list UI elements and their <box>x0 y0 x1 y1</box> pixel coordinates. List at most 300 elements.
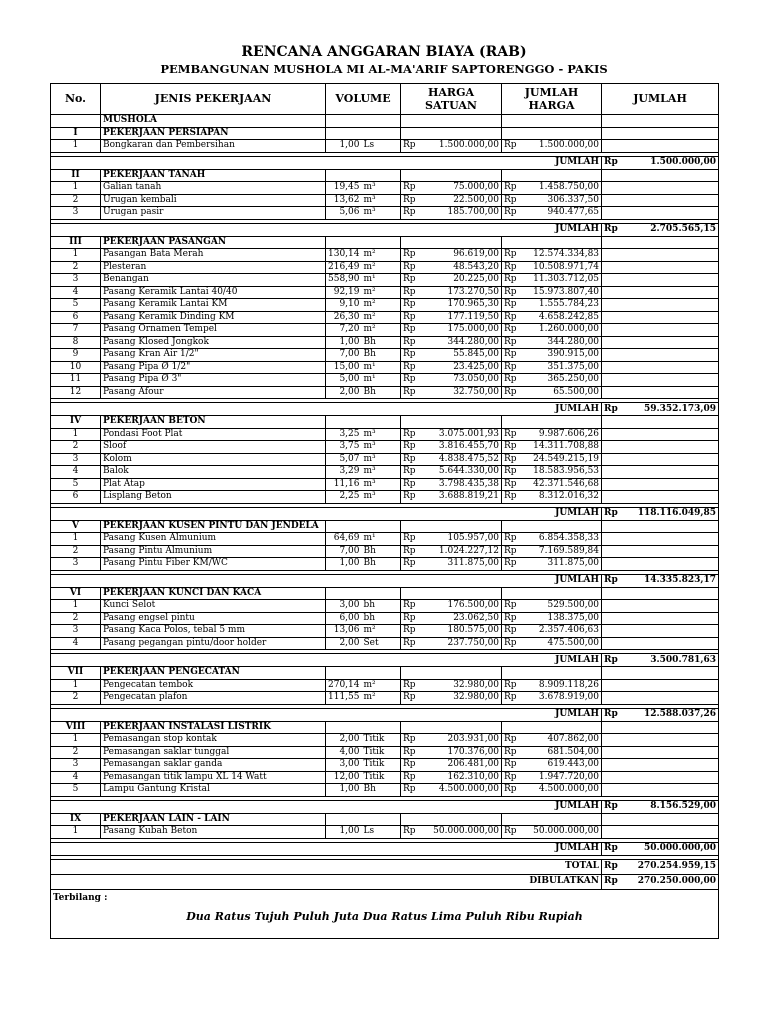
table-row <box>51 207 719 220</box>
section-title: PEKERJAAN TANAH <box>101 169 326 182</box>
item-number: 8 <box>51 336 101 349</box>
item-name: Benangan <box>101 274 326 287</box>
empty-cell <box>362 236 401 249</box>
empty-cell <box>502 520 522 533</box>
table-row <box>51 324 719 337</box>
item-total-price: 475.500,00 <box>522 637 602 650</box>
currency-label: Rp <box>502 361 522 374</box>
currency-label: Rp <box>401 746 421 759</box>
empty-cell <box>421 416 502 429</box>
currency-label: Rp <box>401 349 421 362</box>
subtotal-label: JUMLAH <box>51 223 602 236</box>
item-number: 1 <box>51 533 101 546</box>
empty-cell <box>522 520 602 533</box>
empty-cell <box>602 182 622 195</box>
currency-label: Rp <box>502 784 522 797</box>
table-row <box>51 600 719 613</box>
item-number: 1 <box>51 734 101 747</box>
column-header-harga-satuan: HARGA SATUAN <box>401 84 502 115</box>
item-number: 3 <box>51 759 101 772</box>
item-unit: Bh <box>362 349 401 362</box>
empty-cell <box>502 169 522 182</box>
empty-cell <box>622 249 719 262</box>
item-number: 2 <box>51 746 101 759</box>
currency-label: Rp <box>502 336 522 349</box>
item-unit: Titik <box>362 759 401 772</box>
column-header-no: No. <box>51 84 101 115</box>
currency-label: Rp <box>401 207 421 220</box>
item-volume: 11,16 <box>326 478 362 491</box>
item-number: 2 <box>51 194 101 207</box>
section-title: PEKERJAAN PENGECATAN <box>101 667 326 680</box>
empty-cell <box>602 441 622 454</box>
item-unit: Titik <box>362 734 401 747</box>
item-unit-price: 4.500.000,00 <box>421 784 502 797</box>
currency-label: Rp <box>602 874 622 889</box>
subtotal-value: 59.352.173,09 <box>622 403 719 416</box>
column-header-volume: VOLUME <box>326 84 401 115</box>
item-total-price: 50.000.000,00 <box>522 826 602 839</box>
empty-cell <box>362 813 401 826</box>
table-row <box>51 286 719 299</box>
empty-cell <box>622 826 719 839</box>
empty-cell <box>326 813 362 826</box>
item-number: 2 <box>51 441 101 454</box>
item-unit-price: 32.750,00 <box>421 386 502 399</box>
item-unit: m³ <box>362 441 401 454</box>
currency-label: Rp <box>502 533 522 546</box>
item-number: 4 <box>51 637 101 650</box>
empty-cell <box>602 361 622 374</box>
currency-label: Rp <box>401 374 421 387</box>
empty-cell <box>522 236 602 249</box>
empty-cell <box>622 261 719 274</box>
item-volume: 3,25 <box>326 428 362 441</box>
item-unit: m² <box>362 261 401 274</box>
currency-label: Rp <box>401 558 421 571</box>
currency-label: Rp <box>502 311 522 324</box>
empty-cell <box>602 813 622 826</box>
currency-label: Rp <box>401 734 421 747</box>
item-number: 4 <box>51 466 101 479</box>
terbilang-text: Dua Ratus Tujuh Puluh Juta Dua Ratus Lima Puluh Ribu Rupiah <box>186 909 583 923</box>
empty-cell <box>602 453 622 466</box>
item-volume: 7,20 <box>326 324 362 337</box>
empty-cell <box>622 127 719 140</box>
empty-cell <box>602 428 622 441</box>
table-row <box>51 336 719 349</box>
empty-cell <box>622 236 719 249</box>
table-row <box>51 374 719 387</box>
item-unit-price: 1.024.227,12 <box>421 545 502 558</box>
section-number: VIII <box>51 721 101 734</box>
empty-cell <box>522 127 602 140</box>
section-header-row <box>51 169 719 182</box>
item-name: Pasang Pipa Ø 1/2" <box>101 361 326 374</box>
subtotal-label: JUMLAH <box>51 842 602 855</box>
item-total-price: 42.371.546,68 <box>522 478 602 491</box>
currency-label: Rp <box>602 859 622 874</box>
table-row <box>51 558 719 571</box>
empty-cell <box>622 374 719 387</box>
item-name: Pasang Afour <box>101 386 326 399</box>
item-unit: m³ <box>362 491 401 504</box>
item-name: Pemasangan titik lampu XL 14 Watt <box>101 771 326 784</box>
empty-cell <box>326 587 362 600</box>
currency-label: Rp <box>401 386 421 399</box>
table-row <box>51 249 719 262</box>
empty-cell <box>602 600 622 613</box>
item-total-price: 390.915,00 <box>522 349 602 362</box>
currency-label: Rp <box>401 478 421 491</box>
item-total-price: 6.854.358,33 <box>522 533 602 546</box>
subtotal-label: JUMLAH <box>51 654 602 667</box>
item-number: 4 <box>51 771 101 784</box>
item-unit: m² <box>362 324 401 337</box>
currency-label: Rp <box>401 466 421 479</box>
empty-cell <box>622 169 719 182</box>
currency-label: Rp <box>401 453 421 466</box>
item-total-price: 4.500.000,00 <box>522 784 602 797</box>
currency-label: Rp <box>602 156 622 169</box>
item-unit: m³ <box>362 478 401 491</box>
item-name: Pasang Kran Air 1/2" <box>101 349 326 362</box>
item-unit-price: 237.750,00 <box>421 637 502 650</box>
currency-label: Rp <box>502 194 522 207</box>
item-name: Pasang Ornamen Tempel <box>101 324 326 337</box>
item-number: 2 <box>51 261 101 274</box>
currency-label: Rp <box>502 491 522 504</box>
terbilang-row <box>51 889 719 938</box>
currency-label: Rp <box>502 625 522 638</box>
empty-cell <box>401 721 421 734</box>
empty-cell <box>622 207 719 220</box>
item-unit-price: 311.875,00 <box>421 558 502 571</box>
rounded-row <box>51 874 719 889</box>
empty-cell <box>602 746 622 759</box>
empty-cell <box>602 336 622 349</box>
empty-cell <box>602 545 622 558</box>
item-name: Pasang Kaca Polos, tebal 5 mm <box>101 625 326 638</box>
item-unit-price: 105.957,00 <box>421 533 502 546</box>
empty-cell <box>401 236 421 249</box>
item-name: Pasang Klosed Jongkok <box>101 336 326 349</box>
item-number: 1 <box>51 182 101 195</box>
item-unit-price: 3.816.455,70 <box>421 441 502 454</box>
item-total-price: 10.508.971,74 <box>522 261 602 274</box>
table-row <box>51 734 719 747</box>
empty-cell <box>622 478 719 491</box>
currency-label: Rp <box>502 274 522 287</box>
currency-label: Rp <box>401 612 421 625</box>
item-name: Kolom <box>101 453 326 466</box>
item-name: Lampu Gantung Kristal <box>101 784 326 797</box>
currency-label: Rp <box>401 625 421 638</box>
currency-label: Rp <box>602 708 622 721</box>
subtotal-value: 12.588.037,26 <box>622 708 719 721</box>
empty-cell <box>502 721 522 734</box>
empty-cell <box>602 286 622 299</box>
currency-label: Rp <box>401 182 421 195</box>
item-name: Pondasi Foot Plat <box>101 428 326 441</box>
item-volume: 1,00 <box>326 826 362 839</box>
section-number: I <box>51 127 101 140</box>
item-total-price: 12.574.334,83 <box>522 249 602 262</box>
empty-cell <box>421 587 502 600</box>
currency-label: Rp <box>401 361 421 374</box>
table-row <box>51 182 719 195</box>
item-unit: m² <box>362 625 401 638</box>
item-name: Balok <box>101 466 326 479</box>
item-total-price: 65.500,00 <box>522 386 602 399</box>
currency-label: Rp <box>502 771 522 784</box>
currency-label: Rp <box>502 249 522 262</box>
empty-cell <box>362 127 401 140</box>
currency-label: Rp <box>502 286 522 299</box>
item-name: Pasang engsel pintu <box>101 612 326 625</box>
item-volume: 1,00 <box>326 336 362 349</box>
empty-cell <box>401 127 421 140</box>
table-row <box>51 771 719 784</box>
table-row <box>51 692 719 705</box>
section-number: II <box>51 169 101 182</box>
section-number: VII <box>51 667 101 680</box>
currency-label: Rp <box>401 679 421 692</box>
item-name: Pasangan Bata Merah <box>101 249 326 262</box>
table-row <box>51 491 719 504</box>
item-unit: Bh <box>362 784 401 797</box>
currency-label: Rp <box>502 692 522 705</box>
empty-cell <box>622 324 719 337</box>
item-number: 1 <box>51 249 101 262</box>
item-number: 10 <box>51 361 101 374</box>
empty-cell <box>362 587 401 600</box>
item-volume: 2,25 <box>326 491 362 504</box>
empty-cell <box>602 169 622 182</box>
item-volume: 26,30 <box>326 311 362 324</box>
item-volume: 5,00 <box>326 374 362 387</box>
currency-label: Rp <box>502 182 522 195</box>
currency-label: Rp <box>502 453 522 466</box>
project-label: MUSHOLA <box>101 115 326 128</box>
section-number: III <box>51 236 101 249</box>
item-unit: Bh <box>362 558 401 571</box>
empty-cell <box>622 771 719 784</box>
section-header-row <box>51 721 719 734</box>
empty-cell <box>622 194 719 207</box>
empty-cell <box>362 169 401 182</box>
empty-cell <box>401 520 421 533</box>
empty-cell <box>622 600 719 613</box>
currency-label: Rp <box>401 311 421 324</box>
item-name: Urugan pasir <box>101 207 326 220</box>
item-name: Plat Atap <box>101 478 326 491</box>
item-volume: 1,00 <box>326 140 362 153</box>
item-number: 9 <box>51 349 101 362</box>
subtotal-row <box>51 654 719 667</box>
empty-cell <box>602 466 622 479</box>
item-number: 2 <box>51 612 101 625</box>
empty-cell <box>522 169 602 182</box>
item-unit: Bh <box>362 336 401 349</box>
section-title: PEKERJAAN PERSIAPAN <box>101 127 326 140</box>
subtotal-row <box>51 507 719 520</box>
empty-cell <box>421 667 502 680</box>
item-unit-price: 32.980,00 <box>421 692 502 705</box>
currency-label: Rp <box>401 249 421 262</box>
subtotal-value: 14.335.823,17 <box>622 574 719 587</box>
empty-cell <box>622 746 719 759</box>
subtotal-row <box>51 842 719 855</box>
item-total-price: 18.583.956,53 <box>522 466 602 479</box>
empty-cell <box>326 236 362 249</box>
item-name: Pasang Pintu Fiber KM/WC <box>101 558 326 571</box>
currency-label: Rp <box>502 545 522 558</box>
empty-cell <box>421 721 502 734</box>
empty-cell <box>622 349 719 362</box>
item-unit-price: 185.700,00 <box>421 207 502 220</box>
item-unit-price: 344.280,00 <box>421 336 502 349</box>
empty-cell <box>622 533 719 546</box>
item-volume: 4,00 <box>326 746 362 759</box>
currency-label: Rp <box>401 428 421 441</box>
table-row <box>51 299 719 312</box>
item-unit: Set <box>362 637 401 650</box>
currency-label: Rp <box>502 600 522 613</box>
item-unit: Bh <box>362 386 401 399</box>
currency-label: Rp <box>602 403 622 416</box>
empty-cell <box>622 813 719 826</box>
currency-label: Rp <box>401 533 421 546</box>
table-row <box>51 428 719 441</box>
subtotal-label: JUMLAH <box>51 708 602 721</box>
subtotal-label: JUMLAH <box>51 156 602 169</box>
item-total-price: 7.169.589,84 <box>522 545 602 558</box>
empty-cell <box>401 169 421 182</box>
currency-label: Rp <box>502 140 522 153</box>
item-total-price: 365.250,00 <box>522 374 602 387</box>
item-number: 6 <box>51 491 101 504</box>
table-row <box>51 274 719 287</box>
empty-cell <box>421 236 502 249</box>
table-row <box>51 478 719 491</box>
empty-cell <box>602 140 622 153</box>
section-header-row <box>51 813 719 826</box>
item-volume: 130,14 <box>326 249 362 262</box>
empty-cell <box>622 520 719 533</box>
empty-cell <box>622 558 719 571</box>
currency-label: Rp <box>401 826 421 839</box>
currency-label: Rp <box>401 261 421 274</box>
empty-cell <box>622 679 719 692</box>
empty-cell <box>522 416 602 429</box>
table-row <box>51 746 719 759</box>
empty-cell <box>622 428 719 441</box>
table-row <box>51 466 719 479</box>
item-unit: m² <box>362 692 401 705</box>
item-total-price: 24.549.215,19 <box>522 453 602 466</box>
subtotal-label: JUMLAH <box>51 403 602 416</box>
currency-label: Rp <box>401 274 421 287</box>
empty-cell <box>602 416 622 429</box>
item-name: Pasang Keramik Dinding KM <box>101 311 326 324</box>
currency-label: Rp <box>502 466 522 479</box>
currency-label: Rp <box>401 336 421 349</box>
currency-label: Rp <box>502 374 522 387</box>
currency-label: Rp <box>502 207 522 220</box>
item-name: Pasang pegangan pintu/door holder <box>101 637 326 650</box>
table-row <box>51 441 719 454</box>
section-title: PEKERJAAN PASANGAN <box>101 236 326 249</box>
item-unit: m³ <box>362 453 401 466</box>
item-number: 5 <box>51 299 101 312</box>
item-number: 3 <box>51 558 101 571</box>
empty-cell <box>522 721 602 734</box>
item-unit: Titik <box>362 771 401 784</box>
item-name: Pasang Keramik Lantai 40/40 <box>101 286 326 299</box>
table-row <box>51 194 719 207</box>
empty-cell <box>502 587 522 600</box>
empty-cell <box>602 311 622 324</box>
empty-cell <box>522 813 602 826</box>
item-unit-price: 177.119,50 <box>421 311 502 324</box>
empty-cell <box>622 667 719 680</box>
currency-label: Rp <box>502 478 522 491</box>
empty-cell <box>602 386 622 399</box>
currency-label: Rp <box>502 612 522 625</box>
empty-cell <box>622 361 719 374</box>
item-name: Sloof <box>101 441 326 454</box>
item-number: 2 <box>51 692 101 705</box>
item-volume: 111,55 <box>326 692 362 705</box>
item-total-price: 2.357.406,63 <box>522 625 602 638</box>
column-header-jumlah-harga: JUMLAH HARGA <box>502 84 602 115</box>
item-total-price: 1.947.720,00 <box>522 771 602 784</box>
item-unit: m³ <box>362 207 401 220</box>
section-number: IV <box>51 416 101 429</box>
section-number: IX <box>51 813 101 826</box>
empty-cell <box>622 286 719 299</box>
item-number: 3 <box>51 207 101 220</box>
item-name: Pemasangan stop kontak <box>101 734 326 747</box>
item-volume: 15,00 <box>326 361 362 374</box>
table-row <box>51 679 719 692</box>
empty-cell <box>602 679 622 692</box>
item-volume: 64,69 <box>326 533 362 546</box>
item-name: Pasang Pipa Ø 3" <box>101 374 326 387</box>
empty-cell <box>362 721 401 734</box>
item-volume: 3,75 <box>326 441 362 454</box>
empty-cell <box>362 416 401 429</box>
item-name: Pengecatan plafon <box>101 692 326 705</box>
table-row <box>51 386 719 399</box>
empty-cell <box>326 416 362 429</box>
empty-cell <box>602 692 622 705</box>
rab-table-body <box>51 115 719 860</box>
empty-cell <box>522 667 602 680</box>
empty-cell <box>602 261 622 274</box>
item-number: 1 <box>51 428 101 441</box>
item-unit-price: 75.000,00 <box>421 182 502 195</box>
empty-cell <box>602 349 622 362</box>
item-unit-price: 32.980,00 <box>421 679 502 692</box>
empty-cell <box>502 813 522 826</box>
item-name: Urugan kembali <box>101 194 326 207</box>
section-title: PEKERJAAN LAIN - LAIN <box>101 813 326 826</box>
item-unit-price: 162.310,00 <box>421 771 502 784</box>
item-total-price: 1.500.000,00 <box>522 140 602 153</box>
empty-cell <box>622 612 719 625</box>
